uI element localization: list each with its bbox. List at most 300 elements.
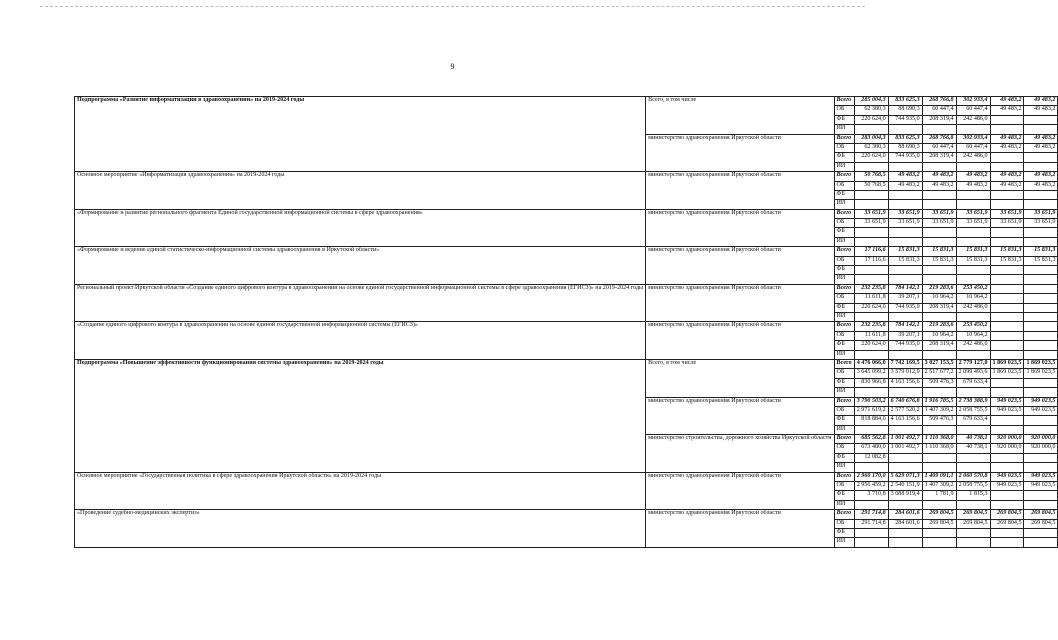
- amount-cell: 39 207,1: [888, 331, 922, 340]
- executor-cell: Всего, в том числе: [646, 359, 834, 397]
- amount-cell: 1 409 091,1: [922, 472, 956, 481]
- amount-cell: [990, 228, 1024, 237]
- amount-cell: 208 319,4: [922, 303, 956, 312]
- amount-cell: [854, 125, 888, 134]
- amount-cell: 269 804,5: [1024, 519, 1058, 528]
- amount-cell: [990, 115, 1024, 124]
- amount-cell: 949 023,5: [1024, 397, 1058, 406]
- amount-cell: 744 935,0: [888, 303, 922, 312]
- amount-cell: 284 601,6: [888, 510, 922, 519]
- amount-cell: [990, 538, 1024, 547]
- amount-cell: [990, 125, 1024, 134]
- amount-cell: 33 651,9: [1024, 219, 1058, 228]
- amount-cell: [854, 463, 888, 472]
- funding-source-cell: ОБ: [834, 106, 854, 115]
- amount-cell: 269 804,5: [922, 510, 956, 519]
- amount-cell: 3 027 153,5: [922, 359, 956, 368]
- amount-cell: [1024, 463, 1058, 472]
- amount-cell: [1024, 153, 1058, 162]
- amount-cell: 60 447,4: [956, 106, 990, 115]
- amount-cell: 3 579 012,9: [888, 369, 922, 378]
- executor-cell: министерство строительства, дорожного хозяйства Иркутской области: [646, 435, 834, 473]
- amount-cell: [922, 538, 956, 547]
- amount-cell: [956, 275, 990, 284]
- amount-cell: 818 884,0: [854, 416, 888, 425]
- amount-cell: [888, 266, 922, 275]
- amount-cell: 208 319,4: [922, 341, 956, 350]
- amount-cell: [990, 453, 1024, 462]
- amount-cell: 10 964,2: [956, 294, 990, 303]
- amount-cell: 833 625,3: [888, 134, 922, 143]
- amount-cell: [990, 322, 1024, 331]
- amount-cell: 509 476,3: [922, 416, 956, 425]
- table-row: [75, 472, 1058, 481]
- amount-cell: [854, 538, 888, 547]
- amount-cell: 2 971 619,2: [854, 406, 888, 415]
- amount-cell: [888, 388, 922, 397]
- amount-cell: 784 142,1: [888, 284, 922, 293]
- funding-source-cell: ОБ: [834, 369, 854, 378]
- amount-cell: 49 483,2: [990, 106, 1024, 115]
- amount-cell: 62 380,3: [854, 143, 888, 152]
- amount-cell: 49 483,2: [1024, 97, 1058, 106]
- funding-source-cell: ИИ: [834, 425, 854, 434]
- funding-source-cell: ФБ: [834, 266, 854, 275]
- executor-cell: министерство здравоохранения Иркутской области: [646, 472, 834, 510]
- amount-cell: [922, 237, 956, 246]
- amount-cell: 3 790 503,2: [854, 397, 888, 406]
- funding-source-cell: ФБ: [834, 378, 854, 387]
- amount-cell: [922, 200, 956, 209]
- amount-cell: [990, 528, 1024, 537]
- funding-source-cell: ИИ: [834, 125, 854, 134]
- amount-cell: 33 651,9: [922, 209, 956, 218]
- amount-cell: [990, 303, 1024, 312]
- funding-source-cell: ФБ: [834, 341, 854, 350]
- amount-cell: 49 483,2: [922, 172, 956, 181]
- program-name-cell: Подпрограмма «Развитие информатизации в здравоохранении» на 2019-2024 годы: [75, 97, 646, 172]
- funding-source-cell: Всего: [834, 284, 854, 293]
- amount-cell: 1 001 492,7: [888, 444, 922, 453]
- amount-cell: [1024, 322, 1058, 331]
- amount-cell: 3 710,8: [854, 491, 888, 500]
- amount-cell: 242 486,0: [956, 341, 990, 350]
- amount-cell: [956, 200, 990, 209]
- amount-cell: 949 023,5: [1024, 472, 1058, 481]
- amount-cell: [1024, 284, 1058, 293]
- amount-cell: [956, 425, 990, 434]
- amount-cell: 49 483,2: [888, 172, 922, 181]
- executor-cell: Всего, в том числе: [646, 97, 834, 135]
- funding-source-cell: ОБ: [834, 406, 854, 415]
- funding-source-cell: ОБ: [834, 256, 854, 265]
- amount-cell: 2 058 755,5: [956, 482, 990, 491]
- amount-cell: 4 163 156,6: [888, 416, 922, 425]
- amount-cell: [990, 416, 1024, 425]
- amount-cell: 1 781,9: [922, 491, 956, 500]
- amount-cell: 1 407 309,2: [922, 482, 956, 491]
- amount-cell: 15 831,3: [888, 247, 922, 256]
- amount-cell: 2 060 570,8: [956, 472, 990, 481]
- program-name-cell: «Формирование и ведение единой статистическо-информационной системы здравоохранения в Иркутской области»: [75, 247, 646, 285]
- amount-cell: 232 235,8: [854, 284, 888, 293]
- amount-cell: 60 447,4: [922, 106, 956, 115]
- amount-cell: 1 815,3: [956, 491, 990, 500]
- amount-cell: 242 486,0: [956, 153, 990, 162]
- amount-cell: 4 163 156,6: [888, 378, 922, 387]
- amount-cell: 268 766,8: [922, 134, 956, 143]
- amount-cell: [956, 125, 990, 134]
- amount-cell: [990, 350, 1024, 359]
- amount-cell: [990, 331, 1024, 340]
- amount-cell: 15 831,3: [990, 247, 1024, 256]
- amount-cell: 253 450,2: [956, 322, 990, 331]
- amount-cell: 269 804,5: [922, 519, 956, 528]
- amount-cell: 283 004,3: [854, 134, 888, 143]
- amount-cell: 6 740 676,8: [888, 397, 922, 406]
- table-row: [75, 172, 1058, 181]
- amount-cell: 2 738 388,9: [956, 397, 990, 406]
- scan-top-edge: [40, 6, 865, 7]
- amount-cell: 1 869 023,5: [1024, 369, 1058, 378]
- amount-cell: [854, 528, 888, 537]
- amount-cell: [854, 266, 888, 275]
- amount-cell: 49 483,2: [990, 97, 1024, 106]
- amount-cell: 269 804,5: [1024, 510, 1058, 519]
- amount-cell: [1024, 453, 1058, 462]
- amount-cell: [854, 425, 888, 434]
- amount-cell: [1024, 500, 1058, 509]
- amount-cell: 88 690,3: [888, 143, 922, 152]
- amount-cell: 284 601,6: [888, 519, 922, 528]
- funding-source-cell: ФБ: [834, 416, 854, 425]
- amount-cell: 302 933,4: [956, 134, 990, 143]
- budget-table: [74, 96, 1058, 548]
- amount-cell: [956, 528, 990, 537]
- amount-cell: 1 916 785,5: [922, 397, 956, 406]
- amount-cell: [956, 500, 990, 509]
- amount-cell: 269 804,5: [990, 510, 1024, 519]
- amount-cell: 219 283,6: [922, 322, 956, 331]
- amount-cell: [854, 388, 888, 397]
- amount-cell: [1024, 266, 1058, 275]
- amount-cell: 242 486,0: [956, 303, 990, 312]
- amount-cell: [1024, 528, 1058, 537]
- amount-cell: [1024, 491, 1058, 500]
- funding-source-cell: ОБ: [834, 482, 854, 491]
- amount-cell: 49 483,2: [1024, 134, 1058, 143]
- amount-cell: 920 000,0: [990, 435, 1024, 444]
- amount-cell: 1 869 023,5: [990, 369, 1024, 378]
- amount-cell: [1024, 388, 1058, 397]
- amount-cell: 219 283,6: [922, 284, 956, 293]
- amount-cell: [922, 228, 956, 237]
- amount-cell: 15 831,3: [956, 247, 990, 256]
- amount-cell: [990, 153, 1024, 162]
- executor-cell: министерство здравоохранения Иркутской области: [646, 510, 834, 548]
- amount-cell: 33 651,9: [956, 209, 990, 218]
- executor-cell: министерство здравоохранения Иркутской области: [646, 397, 834, 435]
- amount-cell: [922, 162, 956, 171]
- amount-cell: [990, 388, 1024, 397]
- amount-cell: 49 483,2: [990, 181, 1024, 190]
- amount-cell: [956, 312, 990, 321]
- amount-cell: 49 483,2: [990, 143, 1024, 152]
- funding-source-cell: Всего: [834, 247, 854, 256]
- amount-cell: 10 964,2: [956, 331, 990, 340]
- amount-cell: 49 483,2: [1024, 106, 1058, 115]
- amount-cell: [922, 388, 956, 397]
- executor-cell: министерство здравоохранения Иркутской области: [646, 172, 834, 210]
- amount-cell: 291 714,8: [854, 519, 888, 528]
- program-name-cell: «Формирование и развитие регионального фрагмента Единой государственной информационной системы в сфере здравоохранения»: [75, 209, 646, 247]
- amount-cell: [1024, 425, 1058, 434]
- amount-cell: [922, 463, 956, 472]
- amount-cell: [1024, 237, 1058, 246]
- amount-cell: 3 088 919,4: [888, 491, 922, 500]
- amount-cell: [854, 500, 888, 509]
- amount-cell: [990, 500, 1024, 509]
- page-number: 9: [450, 62, 455, 71]
- amount-cell: 7 742 169,5: [888, 359, 922, 368]
- amount-cell: 49 483,2: [990, 172, 1024, 181]
- amount-cell: [1024, 312, 1058, 321]
- amount-cell: [854, 275, 888, 284]
- amount-cell: [854, 350, 888, 359]
- amount-cell: 2 577 520,2: [888, 406, 922, 415]
- amount-cell: 1 001 492,7: [888, 435, 922, 444]
- amount-cell: [956, 190, 990, 199]
- executor-cell: министерство здравоохранения Иркутской области: [646, 134, 834, 172]
- amount-cell: 2 779 127,0: [956, 359, 990, 368]
- amount-cell: [990, 312, 1024, 321]
- amount-cell: [854, 200, 888, 209]
- amount-cell: [990, 266, 1024, 275]
- funding-source-cell: ОБ: [834, 331, 854, 340]
- amount-cell: [922, 312, 956, 321]
- table-row: [75, 97, 1058, 106]
- funding-source-cell: ФБ: [834, 153, 854, 162]
- amount-cell: [1024, 125, 1058, 134]
- amount-cell: [1024, 538, 1058, 547]
- funding-source-cell: Всего: [834, 435, 854, 444]
- amount-cell: 33 651,9: [922, 219, 956, 228]
- amount-cell: [1024, 115, 1058, 124]
- amount-cell: 50 768,5: [854, 172, 888, 181]
- funding-source-cell: ФБ: [834, 190, 854, 199]
- amount-cell: 11 611,8: [854, 294, 888, 303]
- amount-cell: 33 651,9: [990, 209, 1024, 218]
- amount-cell: 269 804,5: [956, 519, 990, 528]
- amount-cell: [1024, 294, 1058, 303]
- amount-cell: 33 651,9: [956, 219, 990, 228]
- amount-cell: 1 869 023,5: [990, 359, 1024, 368]
- amount-cell: 2 960 170,0: [854, 472, 888, 481]
- funding-source-cell: ИИ: [834, 538, 854, 547]
- program-name-cell: «Создание единого цифрового контура в здравоохранении на основе единой государственной информационной системы (ЕГИСЗ)»: [75, 322, 646, 360]
- amount-cell: [1024, 200, 1058, 209]
- amount-cell: [956, 538, 990, 547]
- amount-cell: 60 447,4: [922, 143, 956, 152]
- amount-cell: 920 000,0: [990, 444, 1024, 453]
- amount-cell: [990, 200, 1024, 209]
- amount-cell: 2 517 677,2: [922, 369, 956, 378]
- amount-cell: 920 000,0: [1024, 435, 1058, 444]
- funding-source-cell: ИИ: [834, 162, 854, 171]
- amount-cell: 33 651,9: [990, 219, 1024, 228]
- table-row: [75, 322, 1058, 331]
- funding-source-cell: Всего: [834, 472, 854, 481]
- amount-cell: 4 476 066,0: [854, 359, 888, 368]
- amount-cell: 15 831,3: [922, 256, 956, 265]
- amount-cell: [888, 237, 922, 246]
- amount-cell: 920 000,0: [1024, 444, 1058, 453]
- amount-cell: 302 933,4: [956, 97, 990, 106]
- amount-cell: 830 966,8: [854, 378, 888, 387]
- amount-cell: 208 319,4: [922, 153, 956, 162]
- program-name-cell: Основное мероприятие «Государственная политика в сфере здравоохранения Иркутской области» на 2019-2024 годы: [75, 472, 646, 510]
- funding-source-cell: ФБ: [834, 228, 854, 237]
- amount-cell: [956, 453, 990, 462]
- amount-cell: [990, 294, 1024, 303]
- amount-cell: [922, 350, 956, 359]
- funding-source-cell: ОБ: [834, 294, 854, 303]
- amount-cell: 269 804,5: [990, 519, 1024, 528]
- amount-cell: 220 624,0: [854, 115, 888, 124]
- amount-cell: [888, 528, 922, 537]
- funding-source-cell: ИИ: [834, 463, 854, 472]
- amount-cell: [1024, 275, 1058, 284]
- amount-cell: [990, 463, 1024, 472]
- amount-cell: 2 540 151,9: [888, 482, 922, 491]
- amount-cell: [922, 266, 956, 275]
- amount-cell: [990, 378, 1024, 387]
- amount-cell: [888, 453, 922, 462]
- amount-cell: [956, 228, 990, 237]
- amount-cell: 49 483,2: [1024, 181, 1058, 190]
- executor-cell: министерство здравоохранения Иркутской области: [646, 209, 834, 247]
- amount-cell: 10 964,2: [922, 331, 956, 340]
- amount-cell: 39 207,1: [888, 294, 922, 303]
- amount-cell: [922, 190, 956, 199]
- amount-cell: [888, 538, 922, 547]
- funding-source-cell: ОБ: [834, 519, 854, 528]
- amount-cell: 784 142,1: [888, 322, 922, 331]
- amount-cell: 11 611,8: [854, 331, 888, 340]
- amount-cell: [922, 125, 956, 134]
- funding-source-cell: ИИ: [834, 200, 854, 209]
- amount-cell: [990, 190, 1024, 199]
- amount-cell: [888, 162, 922, 171]
- funding-source-cell: Всего: [834, 172, 854, 181]
- amount-cell: [888, 275, 922, 284]
- executor-cell: министерство здравоохранения Иркутской области: [646, 247, 834, 285]
- amount-cell: [956, 266, 990, 275]
- amount-cell: 49 483,2: [1024, 143, 1058, 152]
- amount-cell: 949 023,5: [1024, 406, 1058, 415]
- amount-cell: 33 651,9: [888, 219, 922, 228]
- amount-cell: 744 935,0: [888, 341, 922, 350]
- amount-cell: [990, 162, 1024, 171]
- amount-cell: 949 023,5: [1024, 482, 1058, 491]
- funding-source-cell: ФБ: [834, 115, 854, 124]
- amount-cell: 10 964,2: [922, 294, 956, 303]
- program-name-cell: «Проведение судебно-медицинских экспертиз»: [75, 510, 646, 548]
- funding-source-cell: ОБ: [834, 143, 854, 152]
- amount-cell: [956, 463, 990, 472]
- amount-cell: 33 651,9: [854, 219, 888, 228]
- budget-table-body: [75, 97, 1058, 548]
- program-name-cell: Региональный проект Иркутской области «Создание единого цифрового контура в здравоохранении на основе единой государственной информационной системы в сфере здравоохранения (ЕГИСЗ)» на 2019-2024 годы: [75, 284, 646, 322]
- amount-cell: 2 099 493,6: [956, 369, 990, 378]
- amount-cell: 88 690,3: [888, 106, 922, 115]
- amount-cell: [1024, 303, 1058, 312]
- amount-cell: 49 483,2: [956, 172, 990, 181]
- funding-source-cell: Всего: [834, 510, 854, 519]
- funding-source-cell: Всего: [834, 359, 854, 368]
- amount-cell: 232 235,8: [854, 322, 888, 331]
- table-row: [75, 247, 1058, 256]
- amount-cell: 269 804,5: [956, 510, 990, 519]
- funding-source-cell: ОБ: [834, 181, 854, 190]
- funding-source-cell: ИИ: [834, 275, 854, 284]
- amount-cell: 49 483,2: [888, 181, 922, 190]
- amount-cell: [990, 425, 1024, 434]
- funding-source-cell: ФБ: [834, 528, 854, 537]
- amount-cell: 744 935,0: [888, 153, 922, 162]
- amount-cell: 15 831,3: [888, 256, 922, 265]
- funding-source-cell: Всего: [834, 397, 854, 406]
- amount-cell: [888, 312, 922, 321]
- amount-cell: [922, 275, 956, 284]
- amount-cell: [1024, 228, 1058, 237]
- funding-source-cell: Всего: [834, 97, 854, 106]
- amount-cell: 253 450,2: [956, 284, 990, 293]
- amount-cell: 12 082,8: [854, 453, 888, 462]
- funding-source-cell: Всего: [834, 322, 854, 331]
- amount-cell: 5 629 071,3: [888, 472, 922, 481]
- amount-cell: 220 624,0: [854, 303, 888, 312]
- amount-cell: [888, 500, 922, 509]
- amount-cell: [854, 237, 888, 246]
- amount-cell: 1 110 368,0: [922, 435, 956, 444]
- amount-cell: 60 447,4: [956, 143, 990, 152]
- table-row: [75, 209, 1058, 218]
- amount-cell: 3 645 099,2: [854, 369, 888, 378]
- amount-cell: 49 483,2: [1024, 172, 1058, 181]
- amount-cell: 50 768,5: [854, 181, 888, 190]
- program-name-cell: Основное мероприятие «Информатизация здравоохранения» на 2019-2024 годы: [75, 172, 646, 210]
- amount-cell: [1024, 378, 1058, 387]
- funding-source-cell: ОБ: [834, 219, 854, 228]
- amount-cell: [956, 162, 990, 171]
- amount-cell: [956, 350, 990, 359]
- amount-cell: [854, 312, 888, 321]
- amount-cell: [1024, 350, 1058, 359]
- funding-source-cell: ФБ: [834, 303, 854, 312]
- amount-cell: 15 831,3: [990, 256, 1024, 265]
- funding-source-cell: ИИ: [834, 350, 854, 359]
- amount-cell: 49 483,2: [956, 181, 990, 190]
- amount-cell: [854, 228, 888, 237]
- amount-cell: 49 483,2: [922, 181, 956, 190]
- amount-cell: 268 766,8: [922, 97, 956, 106]
- amount-cell: [990, 341, 1024, 350]
- amount-cell: 220 624,0: [854, 341, 888, 350]
- funding-source-cell: ИИ: [834, 312, 854, 321]
- amount-cell: [888, 200, 922, 209]
- funding-source-cell: ФБ: [834, 453, 854, 462]
